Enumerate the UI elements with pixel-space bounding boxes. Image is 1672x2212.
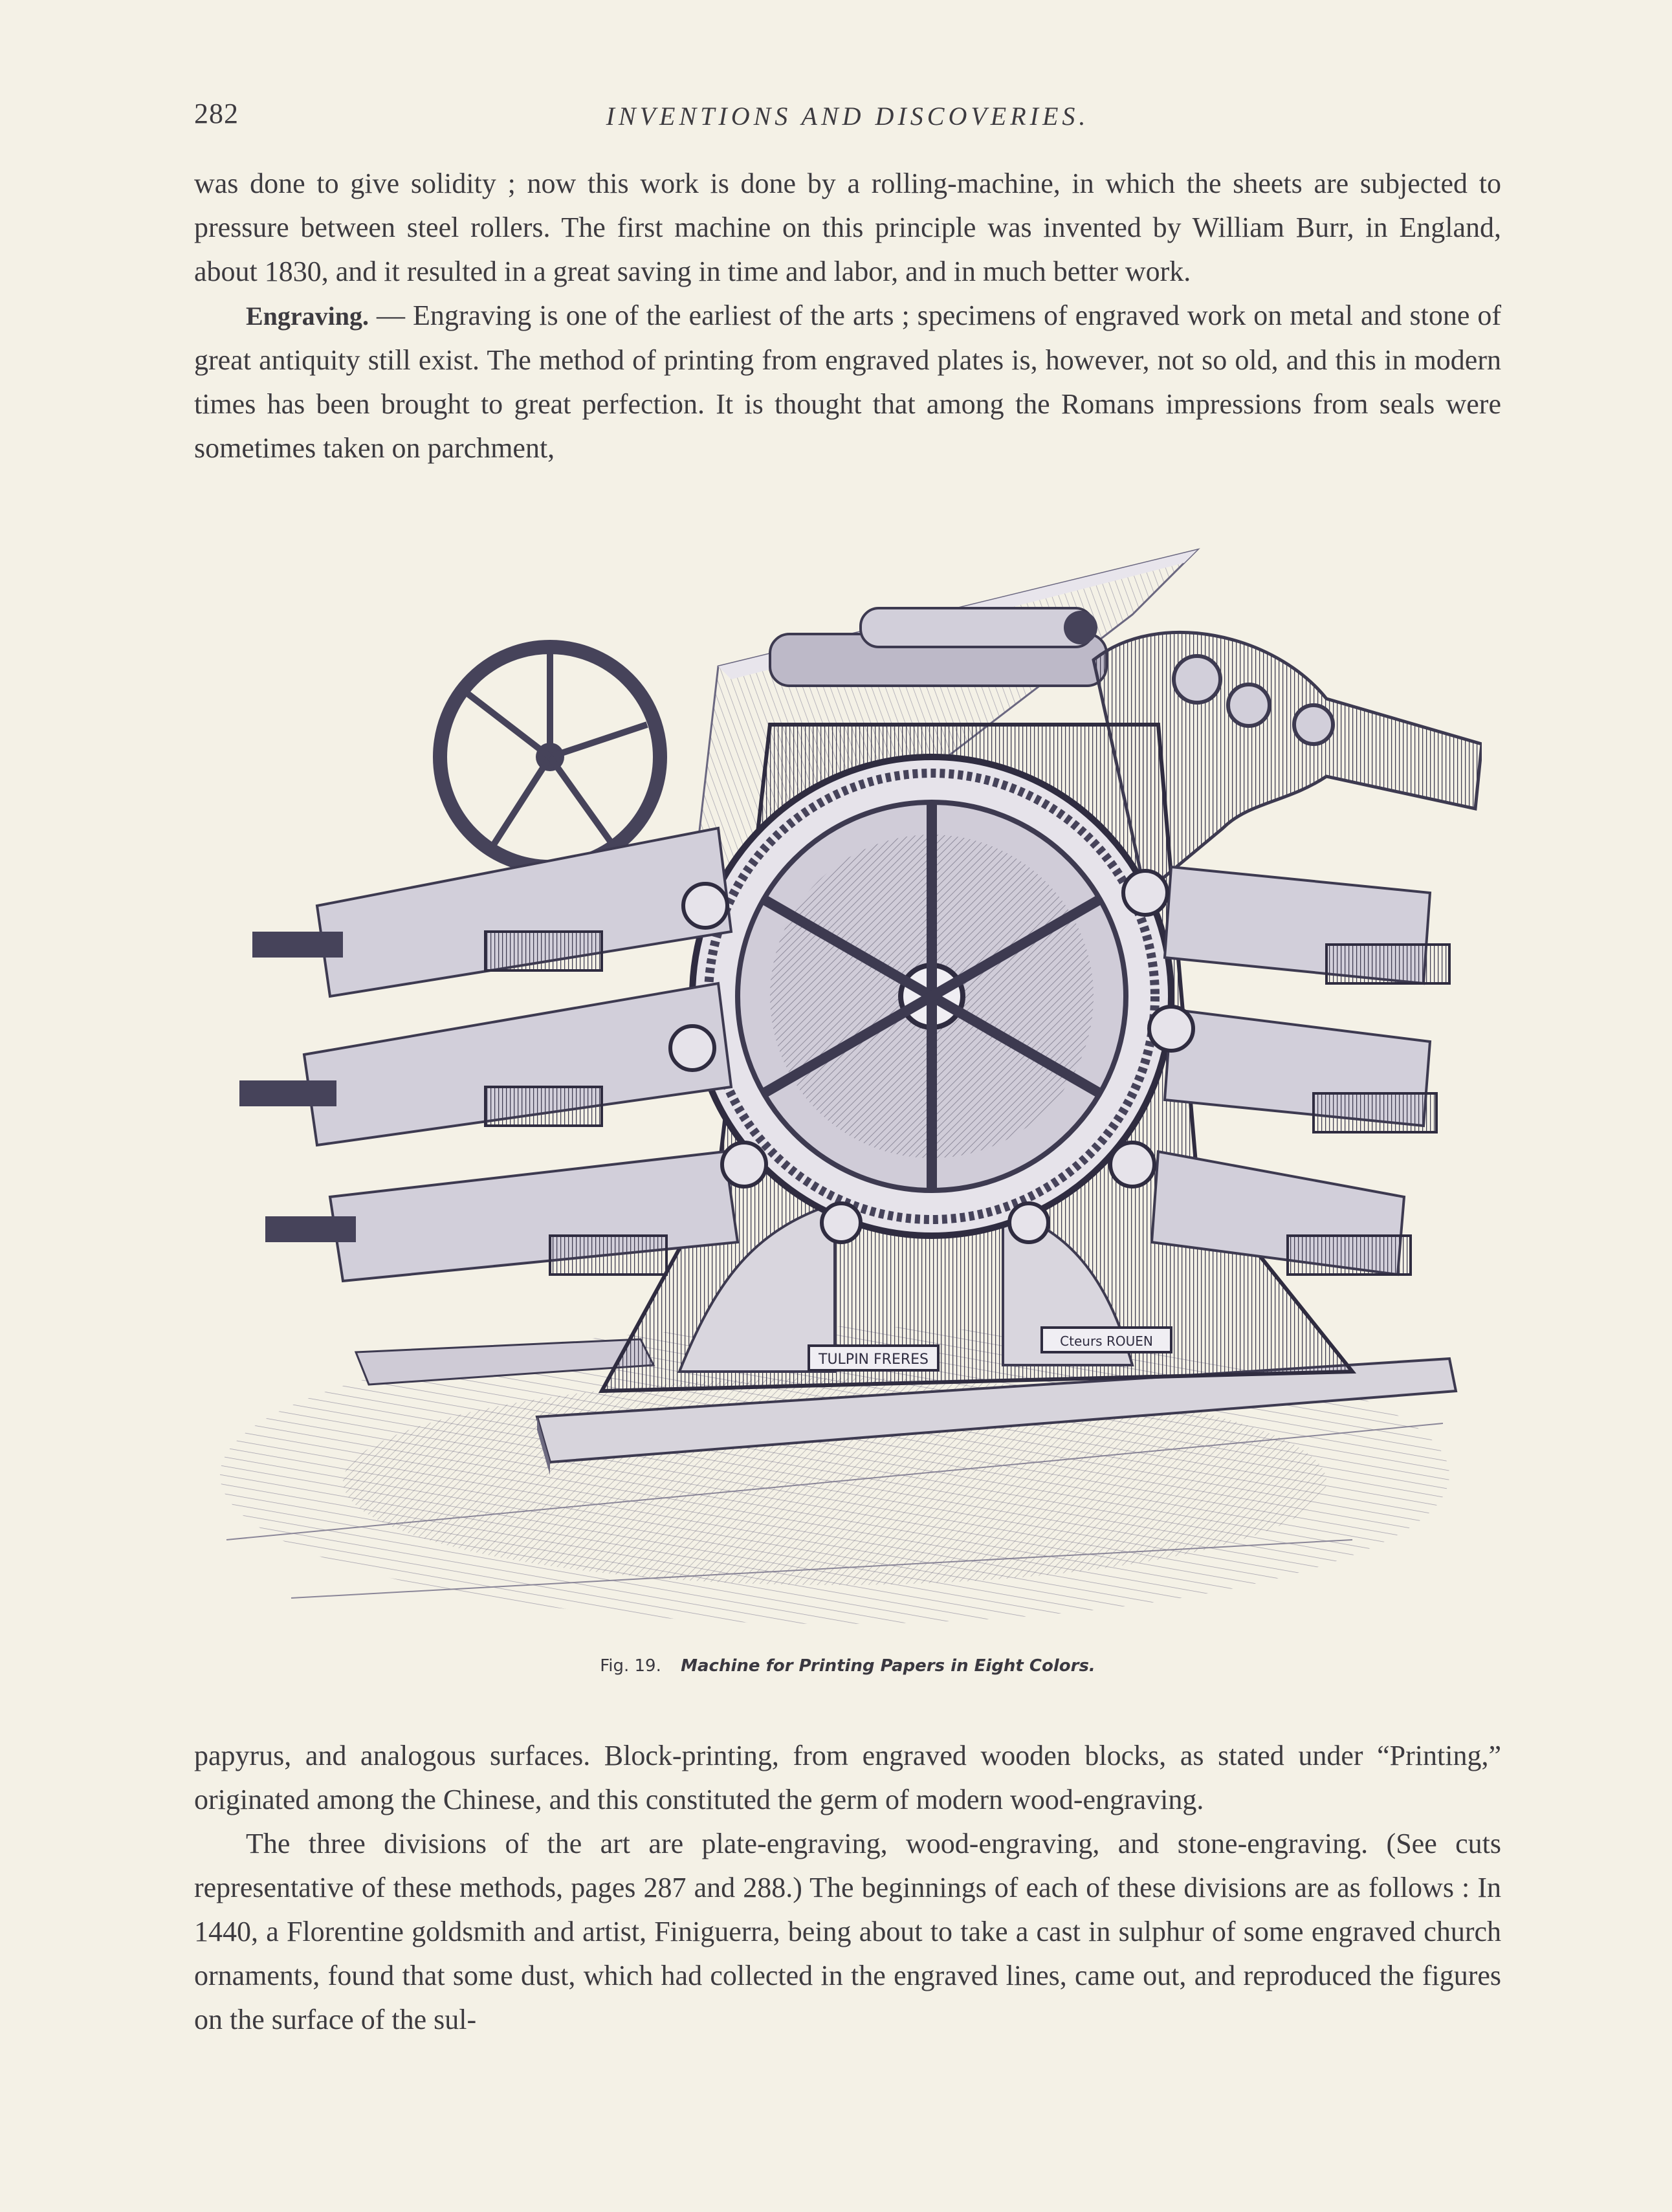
running-head [194,97,1501,142]
printing-machine-engraving [188,531,1482,1643]
paragraph-engraving [194,294,1501,470]
figure-caption [194,1656,1501,1676]
top-frame [770,608,1106,686]
paragraph-engraving-text: — Engraving is one of the earliest of the arts ; specimens of engraved work on metal and stone of great antiquity still exist. The method of printing from engraved plates is, however, not so old, and this in modern times has been brought to great perfection. It is thought that among the Romans impressions from seals were sometimes taken on parchment, [194,300,1501,464]
maker-plate-right [1042,1328,1171,1352]
run-in-heading: Engraving. [246,301,369,331]
maker-plate-left [809,1346,938,1370]
right-printing-units [1152,867,1449,1275]
plate-text-left: TULPIN FRERES [819,1352,929,1368]
paragraph-papyrus: papyrus, and analogous surfaces. Block-printing, from engraved wooden blocks, as stated under “Printing,” originated among the Chinese, and this constituted the germ of modern wood-engraving. [194,1740,1501,1815]
figure-number: Fig. 19. [600,1656,661,1676]
plate-text-right: Cteurs ROUEN [1060,1333,1153,1349]
body-text-top [194,162,1501,470]
body-text-bottom [194,1734,1501,2042]
figure-title: Machine for Printing Papers in Eight Colors. [681,1656,1095,1676]
figure-illustration [188,531,1482,1643]
running-title: INVENTIONS AND DISCOVERIES. [606,102,1090,131]
paragraph-three-divisions: The three divisions of the art are plate-engraving, wood-engraving, and stone-engraving. (See cuts representative of these methods, pages 287 and 288.) The beginnings of each of these divisions are as follows : In 1440, a Florentine goldsmith and artist, Finiguerra, being about to take a cast in sulphur of some engraved church ornaments, found that some dust, which had collected in the engraved lines, came out, and reproduced the figures on the surface of the sul- [194,1828,1501,2035]
paragraph-continuation: was done to give solidity ; now this work is done by a rolling-machine, in which the sheets are subjected to pressure between steel rollers. The first machine on this principle was invented by William Burr, in England, about 1830, and it resulted in a great saving in time and labor, and in much better work. [194,168,1501,287]
left-printing-units [239,828,738,1281]
page-number: 282 [194,98,239,129]
flywheel [440,647,660,867]
